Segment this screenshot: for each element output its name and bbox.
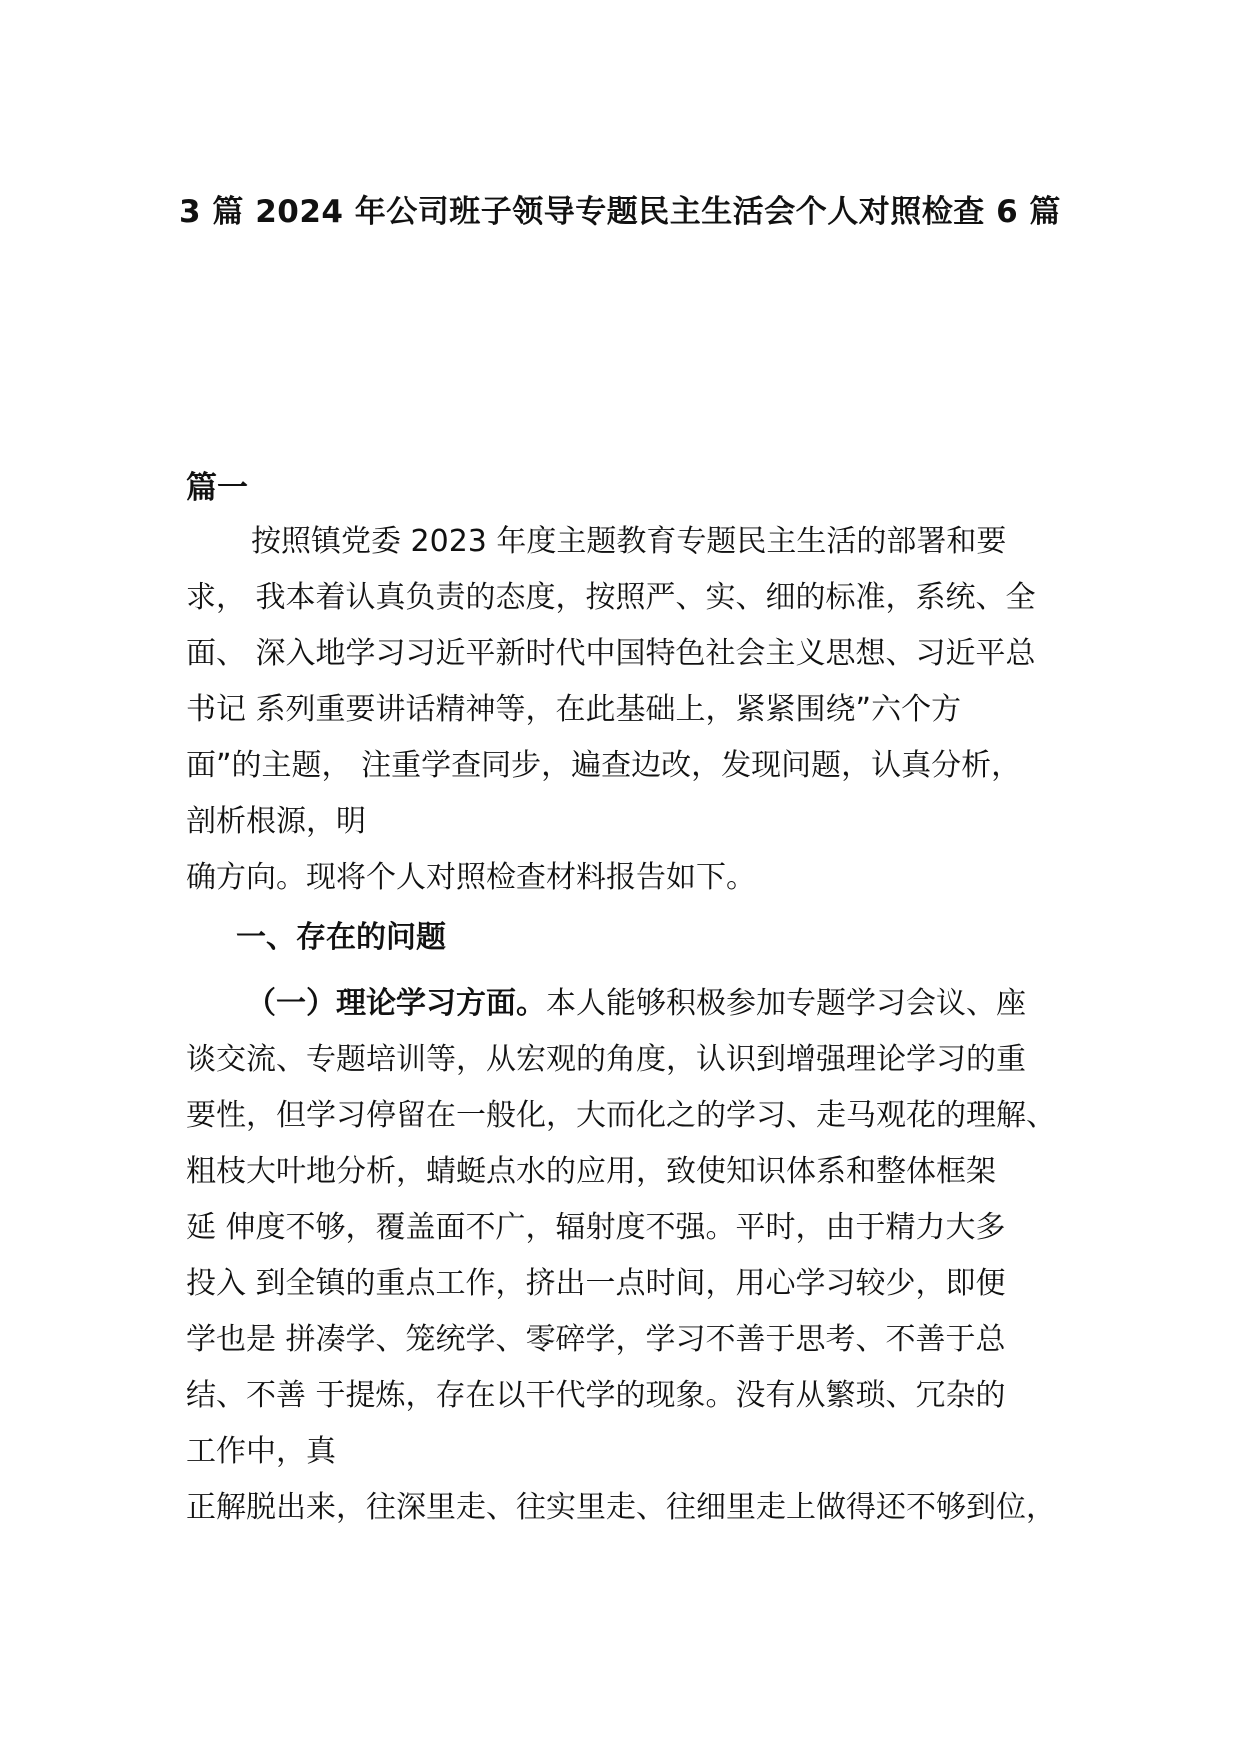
- paragraph-line: 粗枝大叶地分析，蜻蜓点水的应用，致使知识体系和整体框架: [186, 1154, 996, 1189]
- paragraph-line: 延 伸度不够，覆盖面不广，辐射度不强。平时，由于精力大多: [186, 1210, 1006, 1245]
- paragraph-line: 确方向。现将个人对照检查材料报告如下。: [186, 860, 756, 895]
- paragraph-line: 谈交流、专题培训等，从宏观的角度，认识到增强理论学习的重: [186, 1042, 1026, 1077]
- paragraph-line: 剖析根源，明: [186, 804, 366, 839]
- paragraph-line: 投入 到全镇的重点工作，挤出一点时间，用心学习较少，即便: [186, 1266, 1006, 1301]
- paragraph-line: 书记 系列重要讲话精神等，在此基础上，紧紧围绕”六个方: [186, 692, 962, 727]
- paragraph-line: 按照镇党委 2023 年度主题教育专题民主生活的部署和要: [251, 524, 1007, 559]
- paragraph-line: 正解脱出来，往深里走、往实里走、往细里走上做得还不够到位，: [186, 1490, 1056, 1525]
- subheading: 一、存在的问题: [236, 920, 446, 955]
- paragraph-line: [246, 984, 1026, 1024]
- paragraph-line: 工作中，真: [186, 1434, 336, 1469]
- document-title: 3 篇 2024 年公司班子领导专题民主生活会个人对照检查 6 篇: [179, 194, 1061, 230]
- paragraph-text: 本人能够积极参加专题学习会议、座: [546, 986, 1026, 1021]
- paragraph-line: 结、不善 于提炼，存在以干代学的现象。没有从繁琐、冗杂的: [186, 1378, 1006, 1413]
- paragraph-lead: （一）理论学习方面。: [246, 986, 546, 1021]
- paragraph-line: 面”的主题， 注重学查同步，遍查边改，发现问题，认真分析，: [186, 748, 1022, 783]
- paragraph-line: 求， 我本着认真负责的态度，按照严、实、细的标准，系统、全: [186, 580, 1036, 615]
- paragraph-line: 面、 深入地学习习近平新时代中国特色社会主义思想、习近平总: [186, 636, 1036, 671]
- section-heading: 篇一: [186, 470, 248, 506]
- paragraph-line: 学也是 拼凑学、笼统学、零碎学，学习不善于思考、不善于总: [186, 1322, 1006, 1357]
- paragraph-line: 要性，但学习停留在一般化，大而化之的学习、走马观花的理解、: [186, 1098, 1056, 1133]
